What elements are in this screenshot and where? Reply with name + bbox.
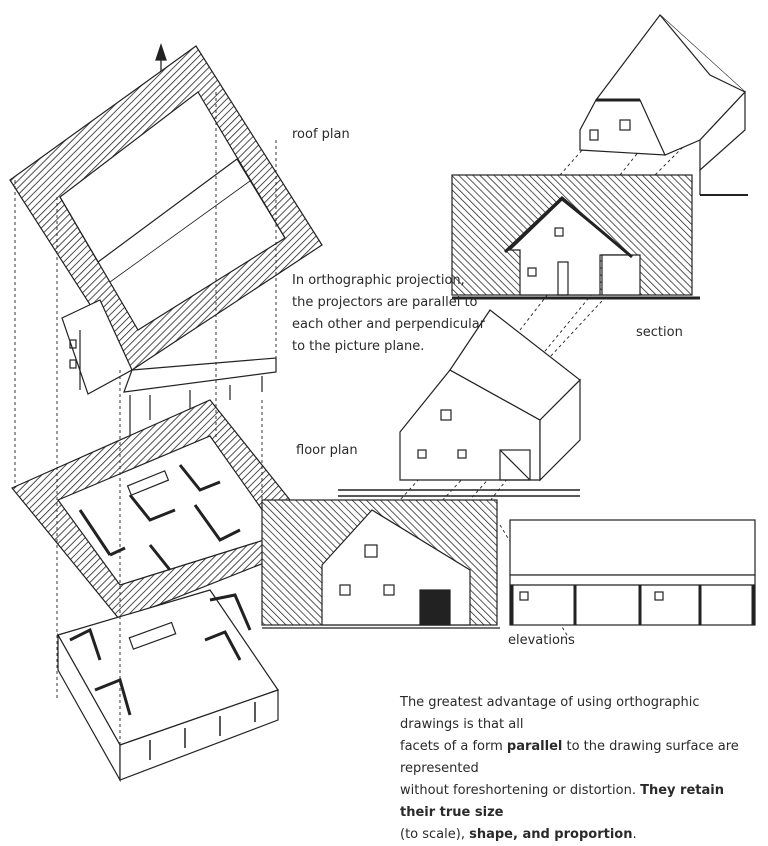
projection-note-line: the projectors are parallel to xyxy=(292,295,478,310)
roof-plan-drawing xyxy=(10,46,322,370)
caption-text: without foreshortening or distortion. xyxy=(400,783,641,798)
caption-text: facets of a form xyxy=(400,739,507,754)
floor-massing-drawing xyxy=(58,590,278,780)
roof-plan-label: roof plan xyxy=(292,127,350,142)
projection-note-line: In orthographic projection, xyxy=(292,273,465,288)
floor-plan-label: floor plan xyxy=(296,443,358,458)
caption-emphasis: They retain their true size xyxy=(400,783,724,820)
front-elevation-drawing xyxy=(262,500,500,628)
side-elevation-drawing xyxy=(510,520,755,625)
caption-line xyxy=(400,736,760,780)
caption xyxy=(400,692,760,846)
elevations-label: elevations xyxy=(508,633,575,648)
caption-emphasis: parallel xyxy=(506,739,563,754)
section-drawing xyxy=(452,175,700,298)
projection-note xyxy=(292,270,485,358)
section-label: section xyxy=(636,325,683,340)
caption-text: to the drawing surface are represented xyxy=(400,739,739,776)
caption-line: The greatest advantage of using orthographic drawings is that all xyxy=(400,695,700,732)
caption-line xyxy=(400,780,760,824)
projection-note-line: each other and perpendicular xyxy=(292,317,486,332)
caption-line xyxy=(400,824,760,846)
caption-emphasis: shape, and proportion xyxy=(469,827,633,842)
caption-text: , xyxy=(460,827,470,842)
projection-note-line: to the picture plane. xyxy=(292,339,425,354)
caption-text: . xyxy=(632,827,637,842)
caption-text: (to scale) xyxy=(400,827,461,842)
section-perspective-drawing xyxy=(580,15,748,195)
